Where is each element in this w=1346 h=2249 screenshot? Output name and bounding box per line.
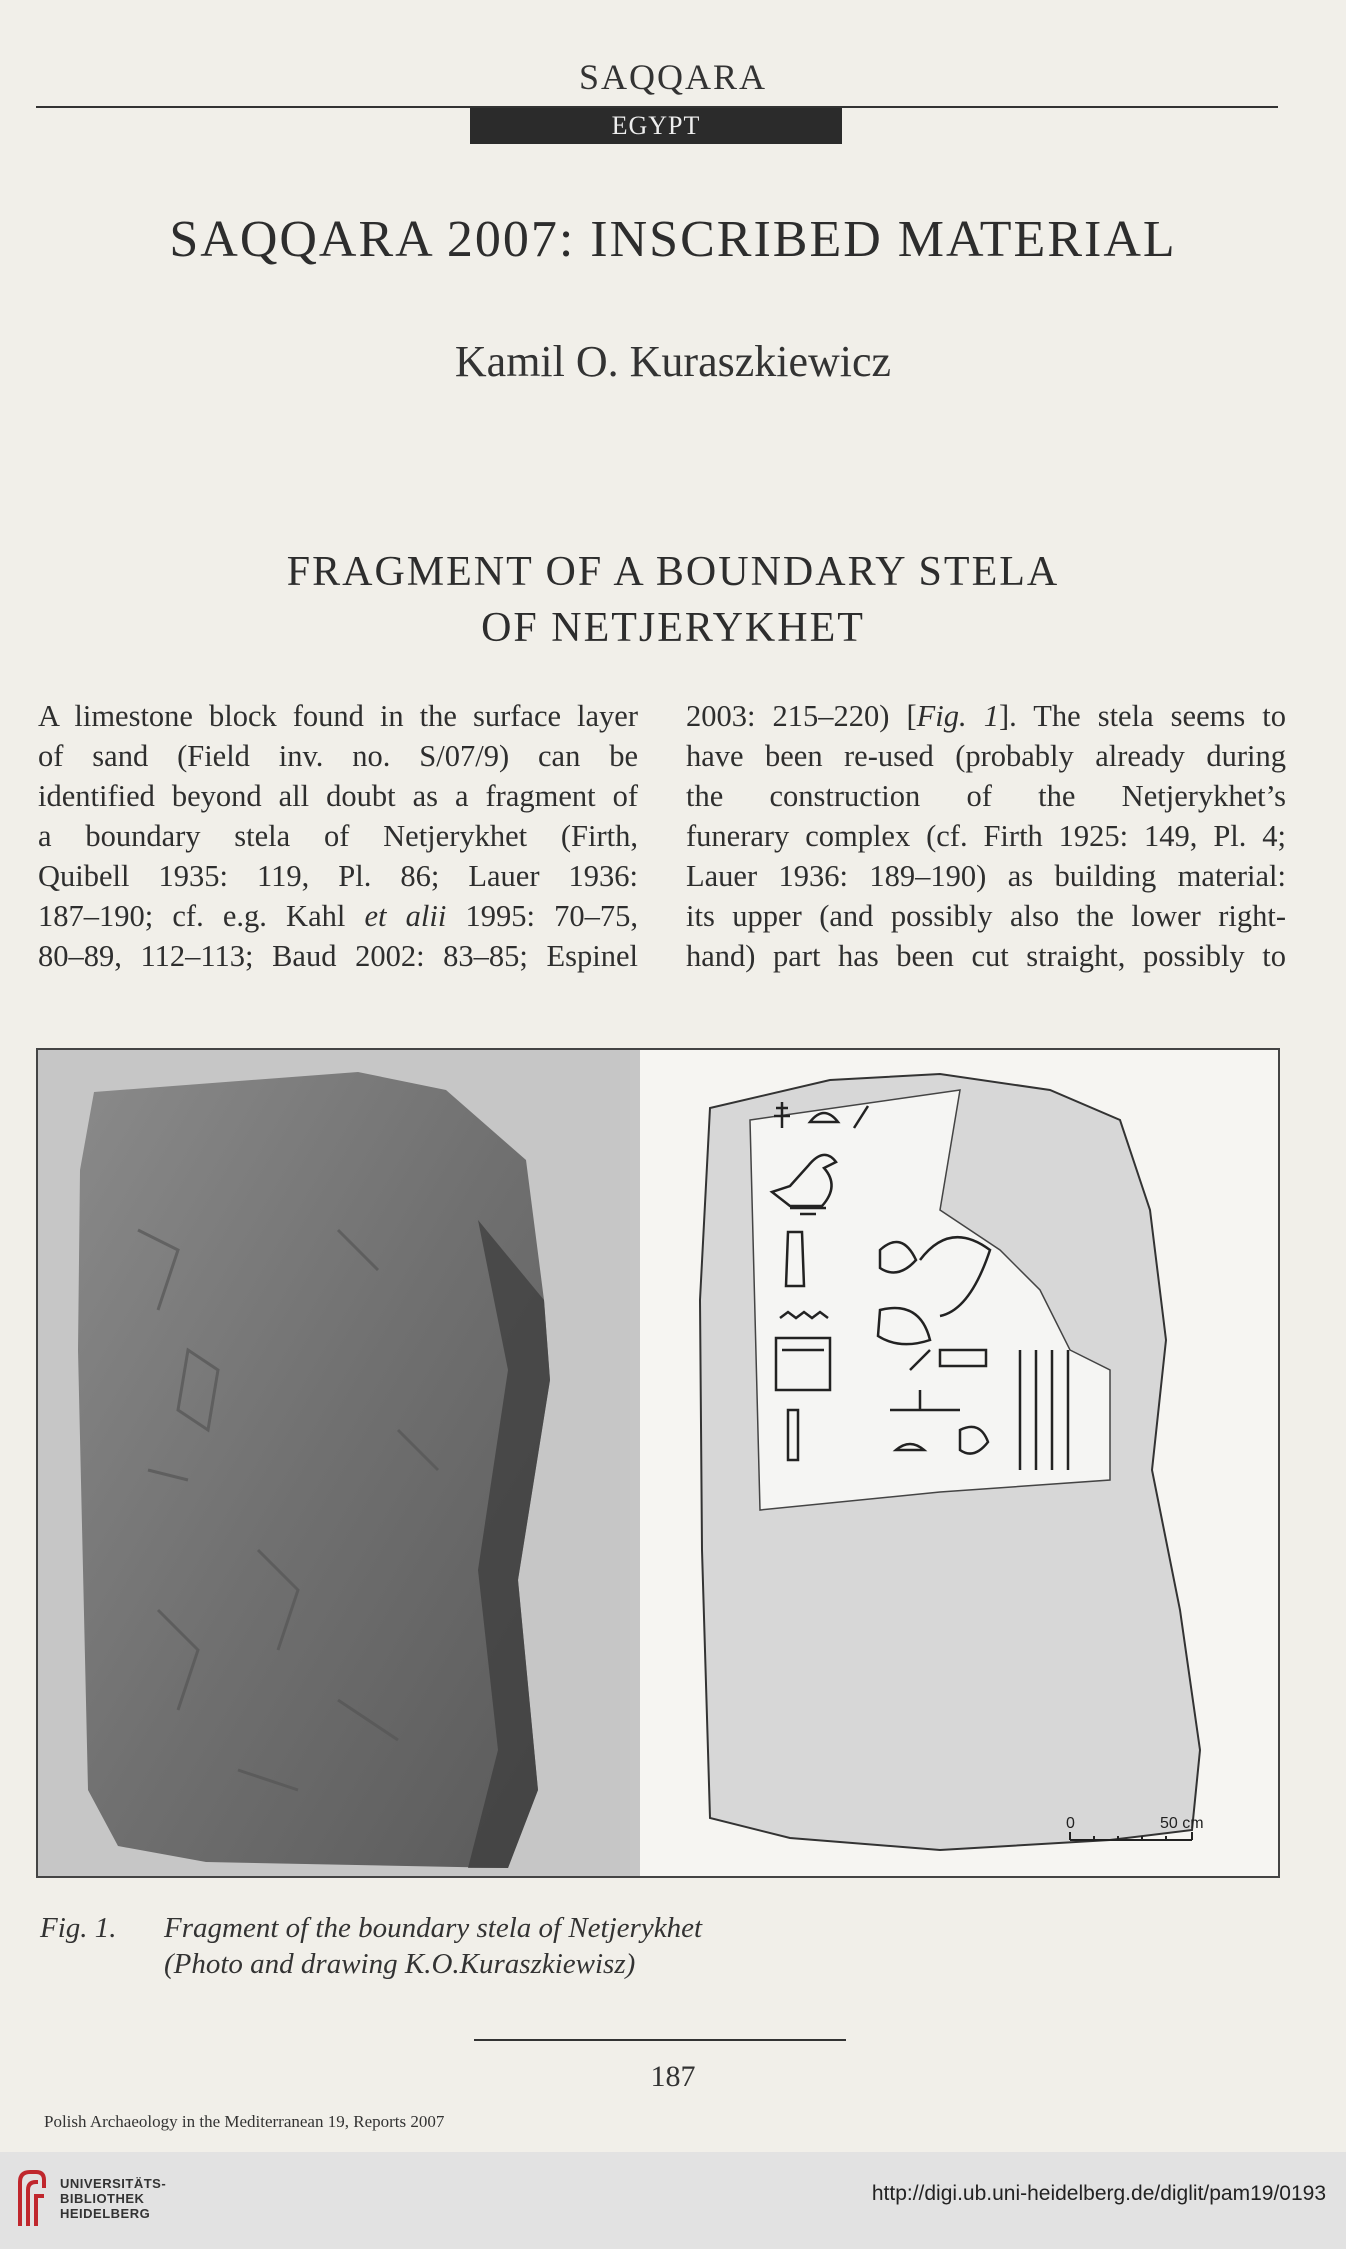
body-text: 1995: 70–75, [446, 899, 638, 933]
article-title: SAQQARA 2007: INSCRIBED MATERIAL [169, 211, 1177, 268]
stela-drawing [640, 1050, 1278, 1876]
stela-photo-image [38, 1050, 640, 1876]
caption-text: Fragment of the boundary stela of Netjerykhet [164, 1912, 703, 1944]
body-line: the construction of the Netjerykhet’s [686, 779, 1286, 813]
body-line: of sand (Field inv. no. S/07/9) can be [38, 739, 638, 773]
body-line: its upper (and possibly also the lower right- [686, 899, 1286, 933]
library-name-line: HEIDELBERG [60, 2206, 151, 2221]
figure-caption [40, 1910, 840, 1982]
body-line: identified beyond all doubt as a fragment of [38, 779, 638, 813]
caption-line-2 [40, 1946, 840, 1982]
journal-citation: Polish Archaeology in the Mediterranean 19, Reports 2007 [44, 2112, 445, 2131]
body-text: ]. The stela seems to [998, 699, 1286, 733]
library-name-line: BIBLIOTHEK [60, 2191, 145, 2206]
section-heading-line-2: OF NETJERYKHET [481, 605, 865, 651]
figure-reference-link[interactable]: Fig. 1 [916, 699, 999, 733]
italic-et-alii: et alii [364, 899, 447, 933]
running-head: SAQQARA [578, 57, 768, 97]
stela-drawing-image [640, 1050, 1278, 1876]
library-logo-icon [14, 2168, 50, 2230]
body-line-compound [38, 896, 638, 936]
body-line: A limestone block found in the surface layer [38, 699, 638, 733]
body-line: Quibell 1935: 119, Pl. 86; Lauer 1936: [38, 859, 638, 893]
footer-rule [474, 2039, 846, 2041]
author-name: Kamil O. Kuraszkiewicz [454, 337, 892, 386]
body-text: 2003: 215–220) [ [686, 699, 917, 733]
figure-1 [36, 1048, 1280, 1878]
scale-end-label: 50 cm [1160, 1815, 1204, 1832]
library-name-line: UNIVERSITÄTS- [60, 2176, 167, 2191]
scale-zero-label: 0 [1066, 1815, 1075, 1832]
body-line: 80–89, 112–113; Baud 2002: 83–85; Espinel [38, 939, 638, 973]
stela-photo [38, 1050, 640, 1876]
body-column-right [686, 696, 1286, 976]
section-heading [0, 544, 1346, 656]
caption-line-1 [40, 1910, 840, 1946]
region-badge: EGYPT [470, 108, 842, 144]
caption-label: Fig. 1. [40, 1912, 117, 1944]
body-column-left [38, 696, 638, 976]
page-number: 187 [650, 2060, 696, 2093]
body-line: funerary complex (cf. Firth 1925: 149, Pl. 4; [686, 819, 1286, 853]
body-line: hand) part has been cut straight, possibly to [686, 939, 1286, 973]
body-line: Lauer 1936: 189–190) as building material: [686, 859, 1286, 893]
digitization-footer [0, 2152, 1346, 2249]
body-line: a boundary stela of Netjerykhet (Firth, [38, 819, 638, 853]
body-line-compound [686, 696, 1286, 736]
section-heading-line-1: FRAGMENT OF A BOUNDARY STELA [286, 549, 1060, 595]
caption-credit: (Photo and drawing K.O.Kuraszkiewisz) [164, 1948, 636, 1980]
body-text: 187–190; cf. e.g. Kahl [38, 899, 365, 933]
permalink-url[interactable]: http://digi.ub.uni-heidelberg.de/diglit/pam19/0193 [871, 2182, 1326, 2205]
library-name [60, 2176, 166, 2221]
body-line: have been re-used (probably already during [686, 739, 1286, 773]
